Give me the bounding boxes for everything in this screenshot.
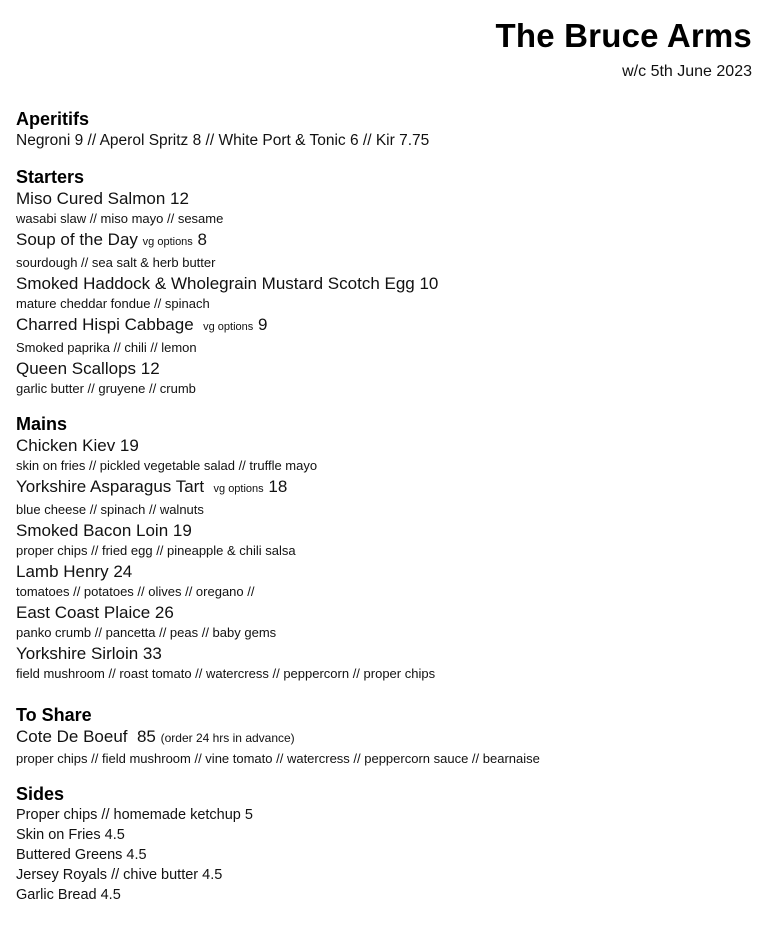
- dish-name: Yorkshire Sirloin 33: [16, 644, 162, 663]
- menu-item: [16, 561, 752, 602]
- dish-name: Cote De Boeuf 85 (order 24 hrs in advance): [16, 727, 295, 746]
- section-title: Sides: [16, 784, 65, 804]
- section-title: Aperitifs: [16, 109, 90, 129]
- menu-item: [16, 435, 752, 476]
- menu-item: [16, 188, 752, 229]
- menu-item: [16, 358, 752, 399]
- dish-description: wasabi slaw // miso mayo // sesame: [16, 211, 224, 226]
- section-starters: [16, 166, 752, 399]
- side-item: Garlic Bread 4.5: [16, 887, 121, 903]
- dish-name: Lamb Henry 24: [16, 562, 133, 581]
- menu-item: [16, 229, 752, 273]
- section-sides: [16, 783, 752, 905]
- dish-description: Smoked paprika // chili // lemon: [16, 340, 197, 355]
- menu-item: [16, 726, 752, 769]
- dish-name: Yorkshire Asparagus Tart vg options 18: [16, 477, 288, 496]
- dish-description: proper chips // field mushroom // vine tomato // watercress // peppercorn sauce // bearnaise: [16, 751, 540, 766]
- dish-description: blue cheese // spinach // walnuts: [16, 502, 204, 517]
- menu-item: [16, 273, 752, 314]
- dietary-note: vg options: [203, 321, 254, 333]
- dish-description: tomatoes // potatoes // olives // oregano //: [16, 584, 255, 599]
- dish-name: Queen Scallops 12: [16, 359, 160, 378]
- dish-description: proper chips // fried egg // pineapple & chili salsa: [16, 543, 296, 558]
- dish-name: Smoked Haddock & Wholegrain Mustard Scotch Egg 10: [16, 274, 439, 293]
- dietary-note: vg options: [142, 236, 193, 248]
- menu-item: [16, 602, 752, 643]
- restaurant-name: The Bruce Arms: [495, 17, 752, 54]
- dish-description: panko crumb // pancetta // peas // baby gems: [16, 625, 277, 640]
- side-item: Jersey Royals // chive butter 4.5: [16, 867, 223, 883]
- dish-name: Soup of the Day vg options 8: [16, 230, 208, 249]
- section-title: Starters: [16, 167, 85, 187]
- dish-name: Charred Hispi Cabbage vg options 9: [16, 315, 268, 334]
- dish-price: 18: [268, 477, 288, 496]
- section-mains: [16, 413, 752, 684]
- dish-description: field mushroom // roast tomato // watercress // peppercorn // proper chips: [16, 666, 436, 681]
- menu-body: [16, 108, 752, 919]
- section-title: Mains: [16, 414, 68, 434]
- menu-week-date: w/c 5th June 2023: [622, 63, 752, 80]
- aperitifs-list: Negroni 9 // Aperol Spritz 8 // White Port & Tonic 6 // Kir 7.75: [16, 132, 430, 149]
- dish-name: Chicken Kiev 19: [16, 436, 139, 455]
- dish-description: mature cheddar fondue // spinach: [16, 296, 210, 311]
- dish-name: East Coast Plaice 26: [16, 603, 174, 622]
- dish-price: 9: [258, 315, 268, 334]
- menu-header: [496, 16, 753, 82]
- dish-description: skin on fries // pickled vegetable salad // truffle mayo: [16, 458, 318, 473]
- menu-item: [16, 643, 752, 684]
- side-item: Skin on Fries 4.5: [16, 827, 125, 843]
- menu-item: [16, 476, 752, 520]
- side-item: Proper chips // homemade ketchup 5: [16, 807, 253, 823]
- order-note: (order 24 hrs in advance): [160, 731, 295, 745]
- side-item: Buttered Greens 4.5: [16, 847, 147, 863]
- dish-description: sourdough // sea salt & herb butter: [16, 255, 216, 270]
- dish-description: garlic butter // gruyene // crumb: [16, 381, 196, 396]
- dish-name: Smoked Bacon Loin 19: [16, 521, 192, 540]
- section-title: To Share: [16, 705, 92, 725]
- section-to-share: [16, 704, 752, 769]
- menu-item: [16, 520, 752, 561]
- dish-name: Miso Cured Salmon 12: [16, 189, 189, 208]
- section-aperitifs: [16, 108, 752, 152]
- menu-item: [16, 314, 752, 358]
- dish-price: 8: [197, 230, 208, 249]
- dietary-note: vg options: [213, 483, 264, 495]
